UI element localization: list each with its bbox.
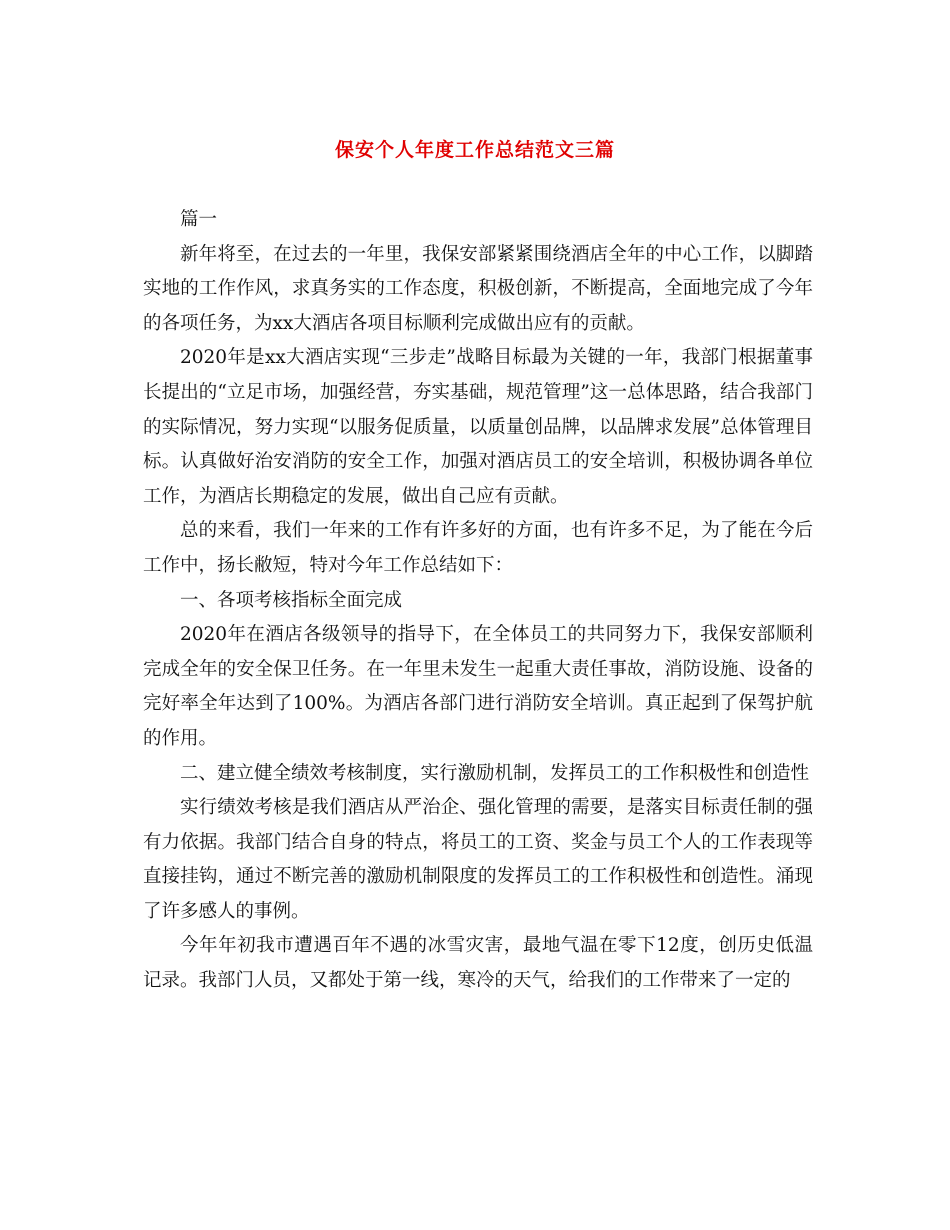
paragraph-snow-disaster: 今年年初我市遭遇百年不遇的冰雪灾害，最地气温在零下12度，创历史低温记录。我部门人员，又都处于第一线，寒冷的天气，给我们的工作带来了一定的: [143, 935, 813, 992]
paragraph-item-one: 2020年在酒店各级领导的指导下，在全体员工的共同努力下，我保安部顺利完成全年的安全保卫任务。在一年里未发生一起重大责任事故，消防设施、设备的完好率全年达到了100%。为酒店各部门进行消防安全培训。真正起到了保驾护航的作用。: [143, 624, 813, 749]
heading-item-one: 一、各项考核指标全面完成: [180, 589, 403, 611]
section-heading-part-one: 篇一: [180, 209, 218, 230]
paragraph-strategy: 2020年是xx大酒店实现“三步走”战略目标最为关键的一年，我部门根据董事长提出的“立足市场，加强经营，夯实基础，规范管理”这一总体思路，结合我部门的实际情况，努力实现“以服务促质量，以质量创品牌，以品牌求发展”总体管理目标。认真做好治安消防的安全工作，加强对酒店员工的安全培训，积极协调各单位工作，为酒店长期稳定的发展，做出自己应有贡献。: [143, 347, 813, 507]
paragraph-item-two: 实行绩效考核是我们酒店从严治企、强化管理的需要，是落实目标责任制的强有力依据。我部门结合自身的特点，将员工的工资、奖金与员工个人的工作表现等直接挂钩，通过不断完善的激励机制限度的发挥员工的工作积极性和创造性。涌现了许多感人的事例。: [143, 797, 813, 922]
paragraph-overview: 总的来看，我们一年来的工作有许多好的方面，也有许多不足，为了能在今后工作中，扬长敝短，特对今年工作总结如下：: [143, 520, 813, 576]
heading-item-two: 二、建立健全绩效考核制度，实行激励机制，发挥员工的工作积极性和创造性: [180, 762, 810, 784]
document-title: 保安个人年度工作总结范文三篇: [334, 139, 615, 161]
document-body: [143, 203, 813, 999]
paragraph-intro: 新年将至，在过去的一年里，我保安部紧紧围绕酒店全年的中心工作，以脚踏实地的工作作风，求真务实的工作态度，积极创新，不断提高，全面地完成了今年的各项任务，为xx大酒店各项目标顺利完成做出应有的贡献。: [143, 243, 813, 334]
